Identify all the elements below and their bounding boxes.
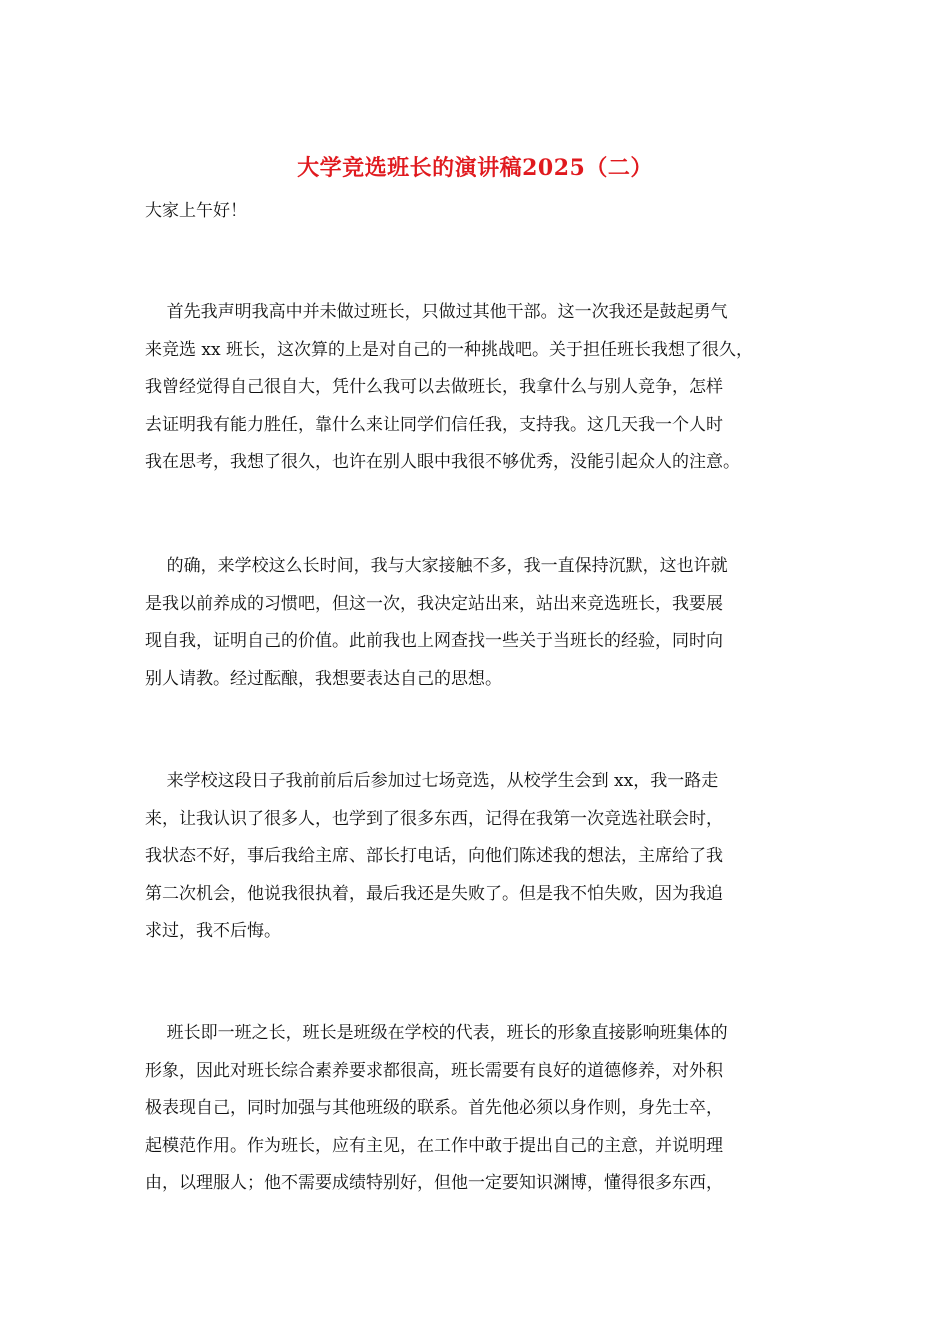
paragraph-line: 现自我，证明自己的价值。此前我也上网查找一些关于当班长的经验，同时向 bbox=[145, 631, 723, 651]
paragraph-line: 我状态不好，事后我给主席、部长打电话，向他们陈述我的想法，主席给了我 bbox=[145, 846, 723, 866]
paragraph-line: 我曾经觉得自己很自大，凭什么我可以去做班长，我拿什么与别人竞争，怎样 bbox=[145, 377, 723, 397]
greeting-line: 大家上午好！ bbox=[145, 201, 247, 221]
paragraph-4 bbox=[145, 1015, 825, 1203]
paragraph-line: 由，以理服人；他不需要成绩特别好，但他一定要知识渊博，懂得很多东西， bbox=[145, 1173, 723, 1193]
paragraph-line: 班长即一班之长，班长是班级在学校的代表，班长的形象直接影响班集体的 bbox=[145, 1023, 728, 1043]
paragraph-3 bbox=[145, 763, 825, 951]
paragraph-line: 第二次机会，他说我很执着，最后我还是失败了。但是我不怕失败，因为我追 bbox=[145, 883, 723, 904]
paragraph-line: 来学校这段日子我前前后后参加过七场竞选，从校学生会到 xx，我一路走 bbox=[145, 771, 719, 791]
paragraph-line: 来竞选 xx 班长，这次算的上是对自己的一种挑战吧。关于担任班长我想了很久， bbox=[145, 339, 753, 360]
paragraph-line: 别人请教。经过酝酿，我想要表达自己的思想。 bbox=[145, 668, 502, 689]
document-title: 大学竞选班长的演讲稿2025（二） bbox=[297, 155, 653, 181]
paragraph-line: 是我以前养成的习惯吧，但这一次，我决定站出来，站出来竞选班长，我要展 bbox=[145, 593, 723, 614]
paragraph-line: 求过，我不后悔。 bbox=[145, 921, 281, 941]
paragraph-line: 我在思考，我想了很久，也许在别人眼中我很不够优秀，没能引起众人的注意。 bbox=[145, 452, 740, 472]
paragraph-2 bbox=[145, 548, 825, 698]
paragraph-line: 形象，因此对班长综合素养要求都很高，班长需要有良好的道德修养，对外积 bbox=[145, 1060, 723, 1081]
paragraph-line: 首先我声明我高中并未做过班长，只做过其他干部。这一次我还是鼓起勇气 bbox=[145, 302, 728, 322]
paragraph-line: 来，让我认识了很多人，也学到了很多东西，记得在我第一次竞选社联会时， bbox=[145, 808, 723, 829]
paragraph-line: 的确，来学校这么长时间，我与大家接触不多，我一直保持沉默，这也许就 bbox=[145, 556, 728, 576]
paragraph-1 bbox=[145, 294, 825, 482]
paragraph-line: 极表现自己，同时加强与其他班级的联系。首先他必须以身作则，身先士卒， bbox=[145, 1098, 723, 1118]
paragraph-line: 去证明我有能力胜任，靠什么来让同学们信任我，支持我。这几天我一个人时 bbox=[145, 414, 723, 435]
paragraph-line: 起模范作用。作为班长，应有主见，在工作中敢于提出自己的主意，并说明理 bbox=[145, 1135, 723, 1156]
